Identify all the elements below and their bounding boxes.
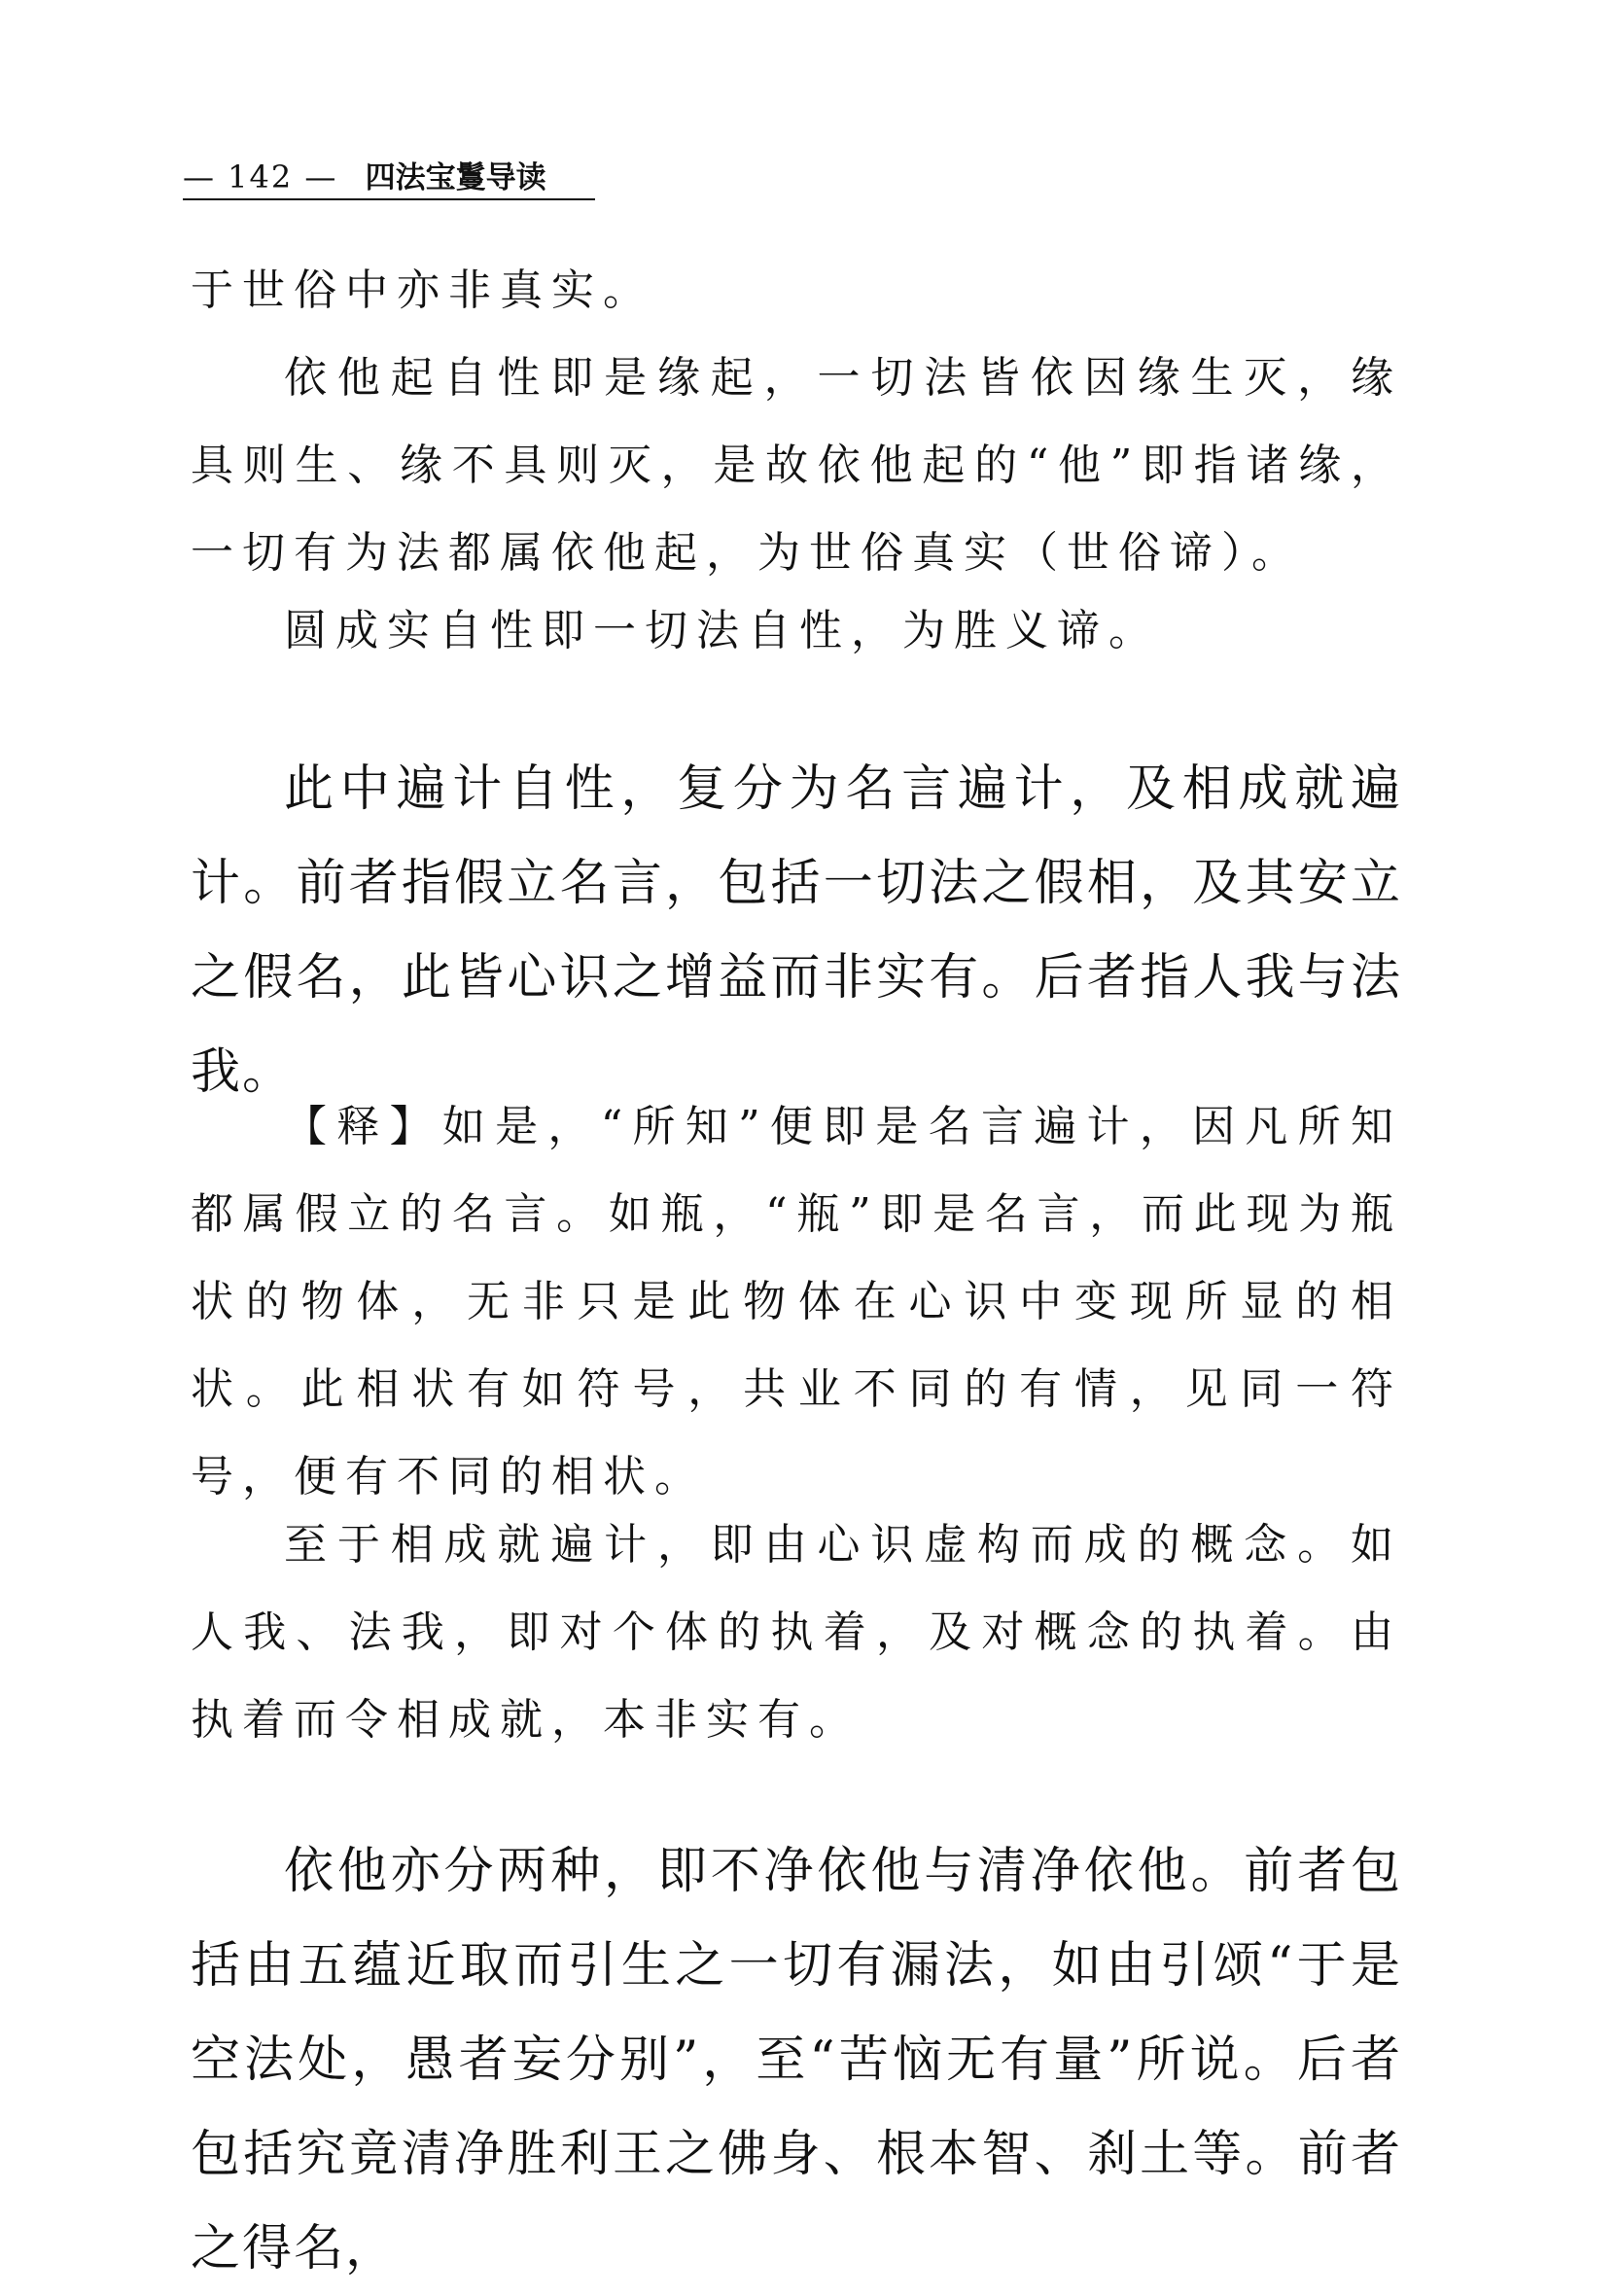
page-number: — 142 — — [183, 159, 338, 195]
paragraph-3: 圆成实自性即一切法自性，为胜义谛。 — [284, 606, 1160, 655]
paragraph-6: 至于相成就遍计，即由心识虚构而成的概念。如人我、法我，即对个体的执着，及对概念的执着。由执着而令相成就，本非实有。 — [191, 1520, 1402, 1745]
paragraph-1: 于世俗中亦非真实。 — [191, 265, 654, 315]
paragraph-7-root-text: 依他亦分两种，即不净依他与清净依他。前者包括由五蕴近取而引生之一切有漏法，如由引颂“于是空法处，愚者妄分别”，至“苦恼无有量”所说。后者包括究竟清净胜利王之佛身、根本智、刹土等。前者之得名， — [191, 1843, 1402, 2278]
paragraph-4-root-text: 此中遍计自性，复分为名言遍计，及相成就遍计。前者指假立名言，包括一切法之假相，及其安立之假名，此皆心识之增益而非实有。后者指人我与法我。 — [191, 760, 1402, 1101]
book-title: 四法宝鬘导读 — [365, 160, 546, 195]
running-header — [183, 156, 595, 200]
paragraph-5-commentary: 【释】如是，“所知”便即是名言遍计，因凡所知都属假立的名言。如瓶，“瓶”即是名言，而此现为瓶状的物体，无非只是此物体在心识中变现所显的相状。此相状有如符号，共业不同的有情，见同一符号，便有不同的相状。 — [191, 1102, 1402, 1501]
paragraph-2: 依他起自性即是缘起，一切法皆依因缘生灭，缘具则生、缘不具则灭，是故依他起的“他”即指诸缘，一切有为法都属依他起，为世俗真实（世俗谛）。 — [191, 353, 1402, 578]
